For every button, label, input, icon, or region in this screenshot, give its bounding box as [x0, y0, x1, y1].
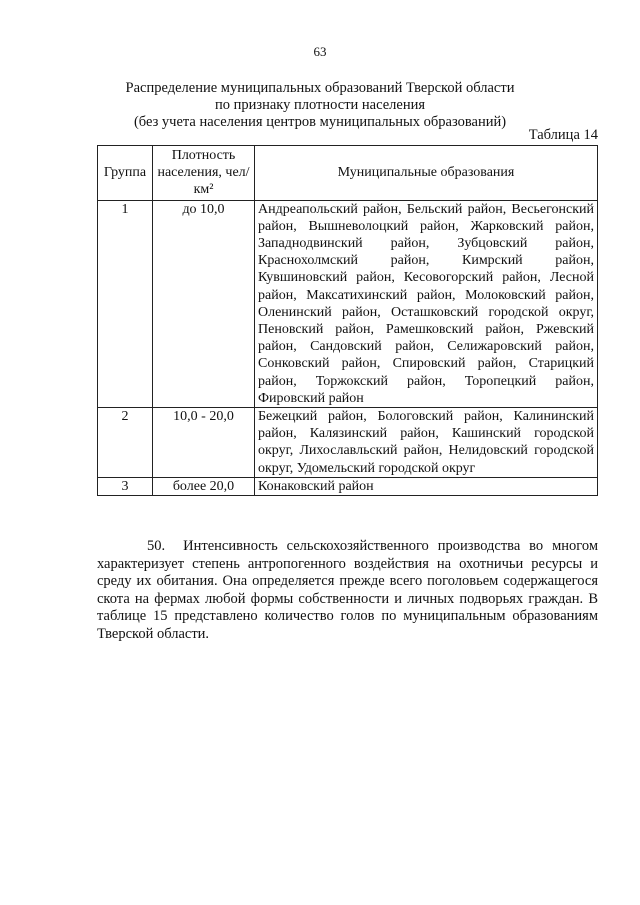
table-row: [98, 200, 598, 407]
density-table: [97, 145, 598, 496]
cell-municipalities: Бежецкий район, Бологовский район, Калининский район, Калязинский район, Кашинский городской округ, Лихославльский район, Нелидовский городской округ, Удомельский городской округ: [255, 408, 598, 478]
cell-group: 2: [98, 408, 153, 478]
table-row: [98, 408, 598, 478]
paragraph-number: 50.: [147, 538, 166, 554]
paragraph-text: Интенсивность сельскохозяйственного производства во многом характеризует степень антропогенного воздействия на охотничьи ресурсы и среду их обитания. Она определяется прежде всего поголовьем содержащегося скота на фермах любой формы собственности и личных подворьях граждан. В таблице 15 представлено количество голов по муниципальным образованиям Тверской области.: [97, 538, 598, 642]
header-density: Плотность населения, чел/км²: [153, 146, 255, 201]
header-municipalities: Муниципальные образования: [255, 146, 598, 201]
cell-density: более 20,0: [153, 477, 255, 495]
page-number: 63: [313, 44, 327, 59]
table-header-row: [98, 146, 598, 201]
title-line-2: по признаку плотности населения: [214, 97, 426, 113]
cell-density: 10,0 - 20,0: [153, 408, 255, 478]
cell-municipalities: Андреапольский район, Бельский район, Весьегонский район, Вышневолоцкий район, Жарковский район, Западнодвинский район, Зубцовский район, Краснохолмский район, Кимрский район, Кувшиновский район, Кесовогорский район, Лесной район, Максатихинский район, Молоковский район, Оленинский район, Осташковский городской округ, Пеновский район, Рамешковский район, Ржевский район, Сандовский район, Селижаровский район, Сонковский район, Спировский район, Старицкий район, Торжокский район, Торопецкий район, Фировский район: [255, 200, 598, 407]
title-line-3: (без учета населения центров муниципальных образований): [133, 114, 507, 130]
cell-group: 1: [98, 200, 153, 407]
title-line-1: Распределение муниципальных образований Тверской области: [125, 80, 515, 96]
header-group: Группа: [98, 146, 153, 201]
cell-group: 3: [98, 477, 153, 495]
table-row: [98, 477, 598, 495]
table-caption: Таблица 14: [528, 127, 598, 143]
cell-density: до 10,0: [153, 200, 255, 407]
cell-municipalities: Конаковский район: [255, 477, 598, 495]
table-title: [80, 80, 560, 131]
body-paragraph: [97, 538, 598, 643]
